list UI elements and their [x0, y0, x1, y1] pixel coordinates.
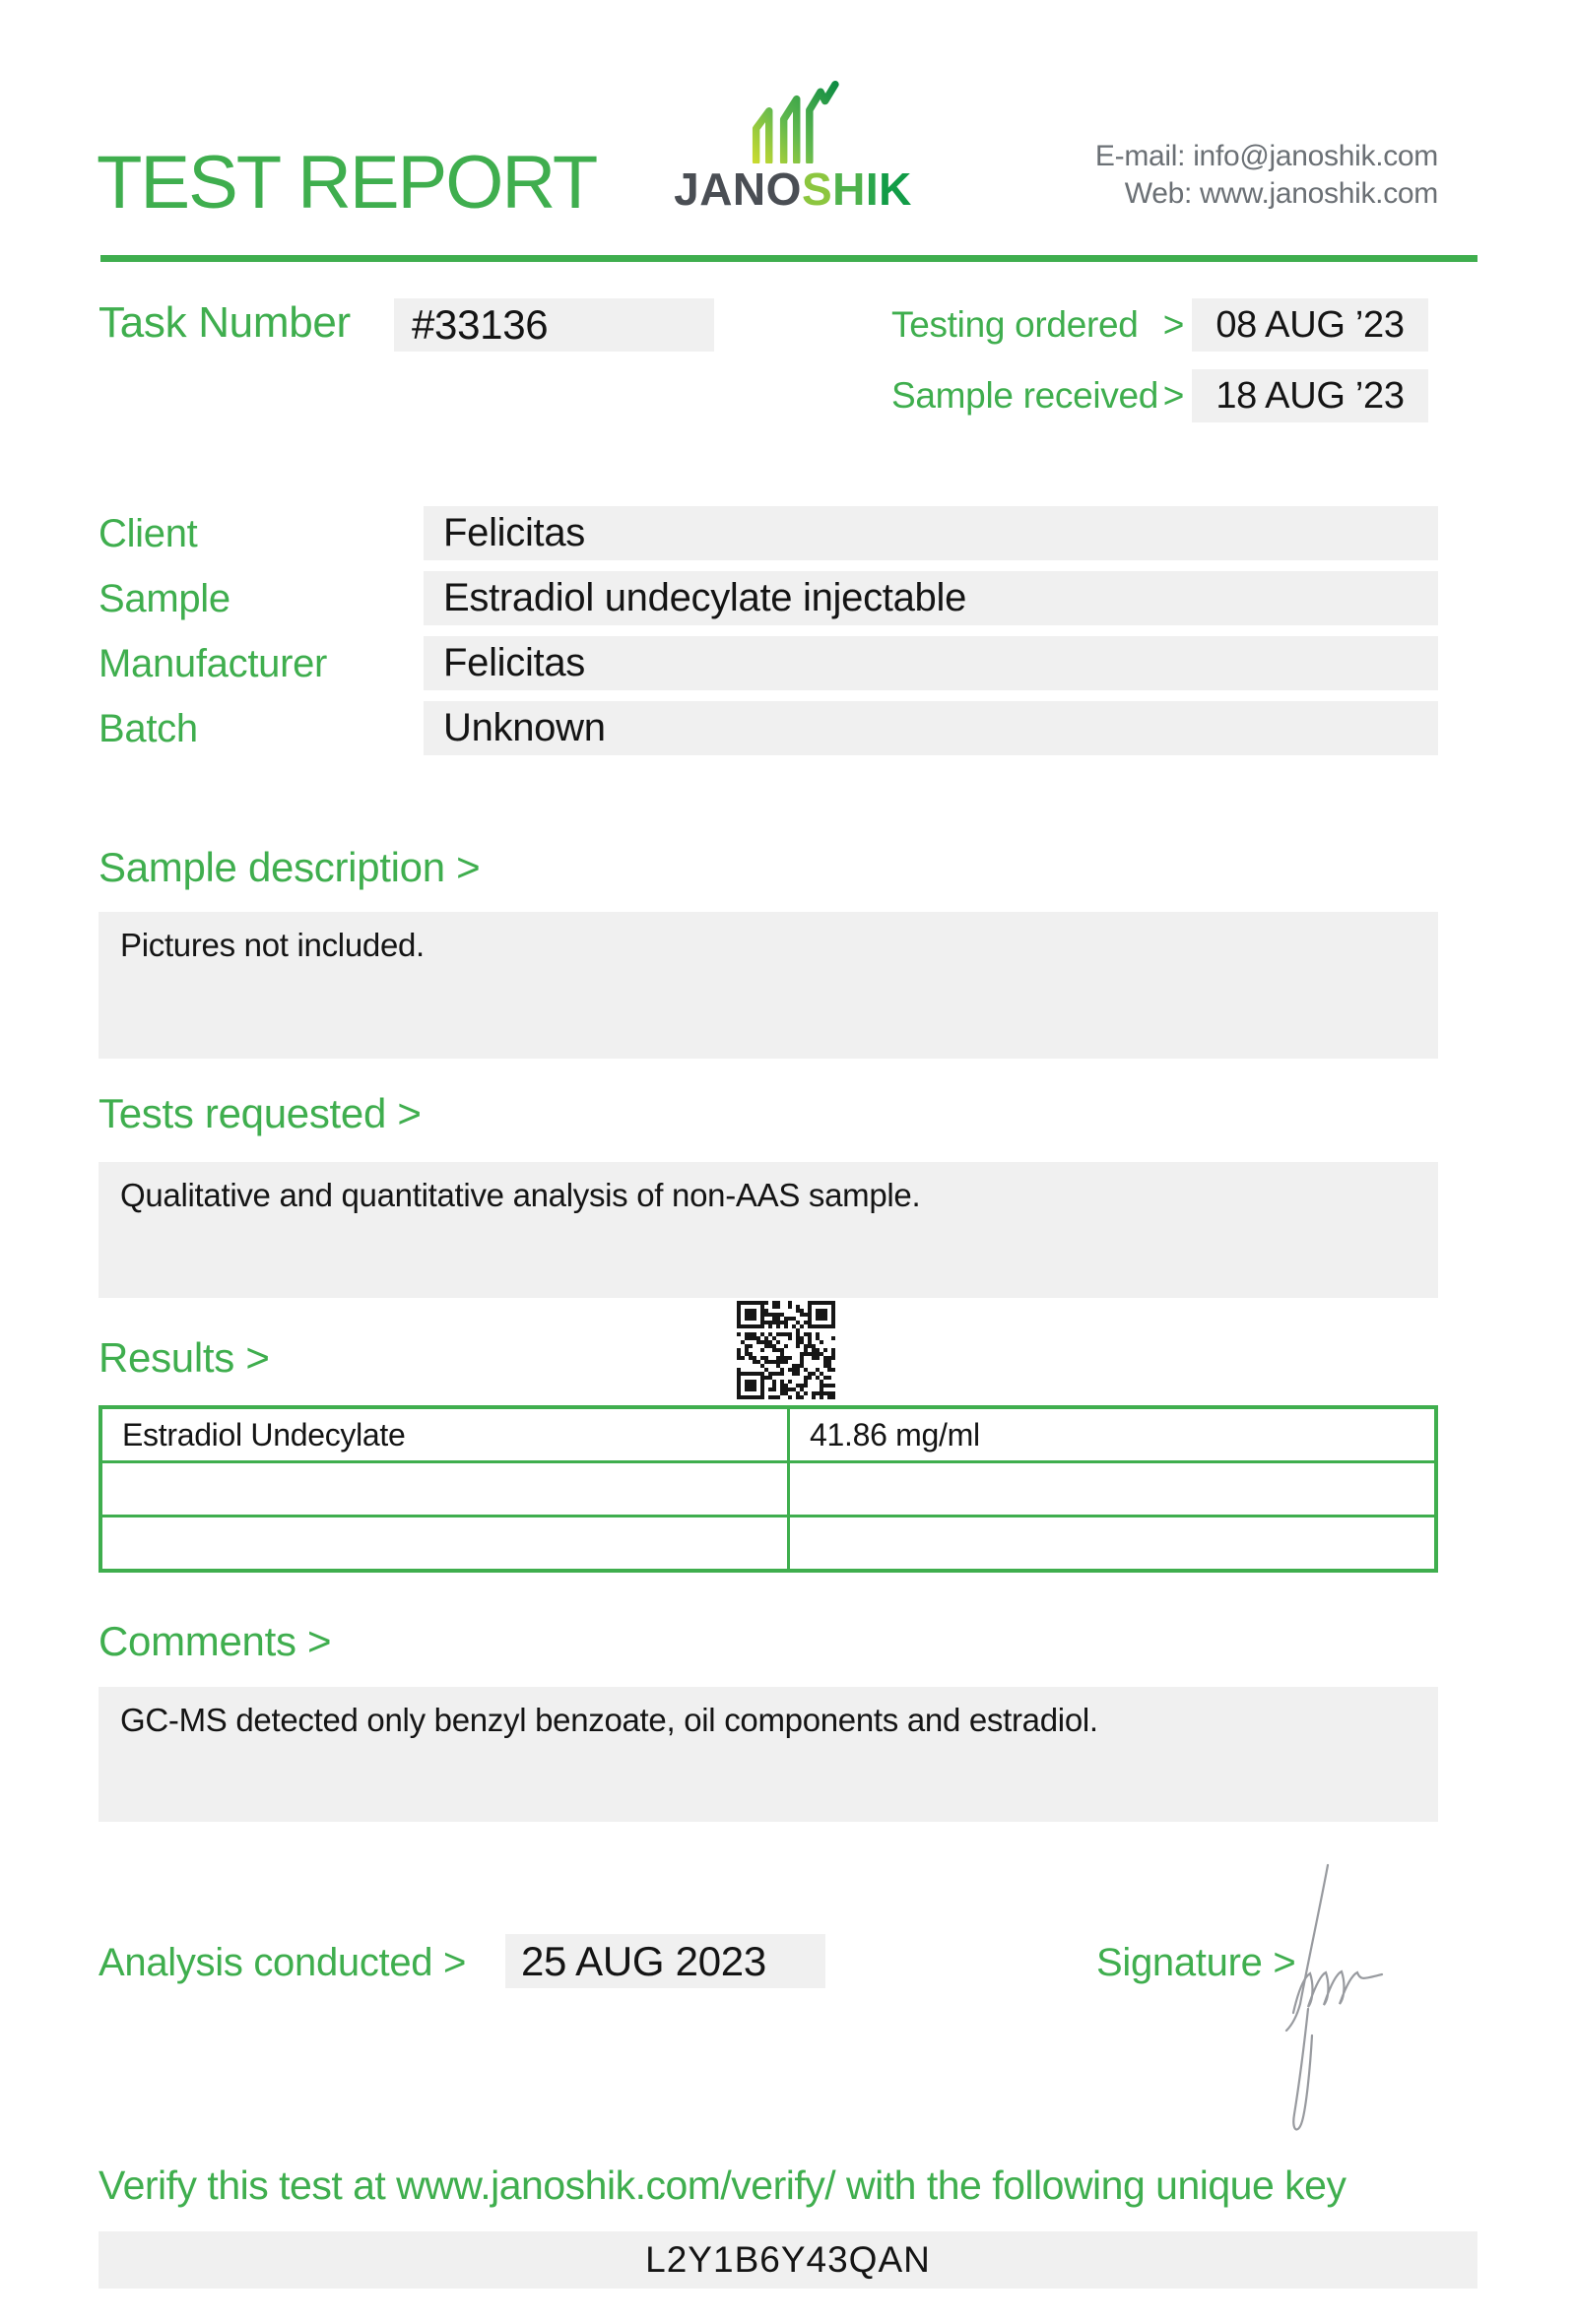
client-value: Felicitas	[443, 511, 585, 554]
testing-ordered-label: Testing ordered	[891, 304, 1139, 345]
testing-ordered-value-box	[1192, 298, 1428, 352]
batch-label: Batch	[98, 707, 198, 750]
logo-text-jano: JANO	[674, 163, 802, 215]
sample-received-label: Sample received	[891, 375, 1159, 416]
result-value-cell: 41.86 mg/ml	[810, 1417, 980, 1452]
unique-key-box	[98, 2231, 1478, 2289]
testing-ordered-value: 08 AUG ’23	[1215, 304, 1405, 346]
signature-label: Signature >	[1096, 1941, 1296, 1984]
sample-value: Estradiol undecylate injectable	[443, 576, 967, 619]
result-analyte-cell: Estradiol Undecylate	[102, 1409, 790, 1460]
contact-web: Web: www.janoshik.com	[1124, 177, 1438, 210]
results-heading: Results >	[98, 1334, 270, 1381]
testing-ordered-label-row	[891, 298, 1184, 352]
sample-value-box	[424, 571, 1438, 625]
tests-requested-heading: Tests requested >	[98, 1090, 422, 1136]
janoshik-logo-text	[670, 165, 916, 213]
result-analyte-cell	[102, 1460, 790, 1515]
contact-email: E-mail: info@janoshik.com	[1094, 140, 1438, 172]
page-title: TEST REPORT	[97, 141, 597, 225]
unique-key-value: L2Y1B6Y43QAN	[645, 2239, 931, 2280]
batch-value: Unknown	[443, 706, 606, 749]
signature-scribble	[1269, 1853, 1456, 2159]
sample-description-box	[98, 912, 1438, 1059]
manufacturer-label: Manufacturer	[98, 642, 328, 685]
header-divider	[100, 255, 1478, 262]
qr-code	[737, 1301, 835, 1399]
result-value-cell	[790, 1515, 1434, 1569]
manufacturer-value: Felicitas	[443, 641, 585, 684]
logo-letter-h: H	[832, 163, 866, 215]
sample-description-text: Pictures not included.	[120, 927, 425, 963]
analysis-date-value: 25 AUG 2023	[521, 1938, 766, 1984]
logo-letter-i: I	[865, 163, 880, 215]
comments-heading: Comments >	[98, 1618, 332, 1664]
verify-text: Verify this test at www.janoshik.com/verify/ with the following unique key	[98, 2163, 1346, 2208]
manufacturer-value-box	[424, 636, 1438, 690]
sample-received-value-box	[1192, 369, 1428, 422]
task-number-value: #33136	[412, 301, 549, 348]
janoshik-logo	[670, 81, 916, 213]
client-value-box	[424, 506, 1438, 560]
logo-letter-s: S	[801, 163, 833, 215]
results-table	[98, 1405, 1438, 1573]
batch-value-box	[424, 701, 1438, 755]
sample-label: Sample	[98, 577, 230, 620]
sample-received-label-row	[891, 369, 1184, 422]
comments-box	[98, 1687, 1438, 1822]
client-label: Client	[98, 512, 198, 555]
analysis-date-box	[505, 1934, 825, 1988]
result-analyte-cell	[102, 1515, 790, 1569]
sample-received-value: 18 AUG ’23	[1215, 375, 1405, 417]
result-value-cell	[790, 1460, 1434, 1515]
task-number-value-box	[394, 298, 714, 352]
sample-description-heading: Sample description >	[98, 844, 481, 890]
chevron-right-icon: >	[1162, 304, 1184, 345]
chevron-right-icon: >	[1162, 375, 1184, 416]
contact-block	[1095, 138, 1438, 213]
tests-requested-box	[98, 1162, 1438, 1298]
task-number-label: Task Number	[98, 298, 351, 347]
comments-text: GC-MS detected only benzyl benzoate, oil components and estradiol.	[120, 1702, 1098, 1738]
growth-chart-icon	[746, 81, 840, 163]
tests-requested-text: Qualitative and quantitative analysis of non-AAS sample.	[120, 1177, 921, 1213]
analysis-conducted-label: Analysis conducted >	[98, 1941, 467, 1984]
logo-letter-k: K	[879, 163, 912, 215]
